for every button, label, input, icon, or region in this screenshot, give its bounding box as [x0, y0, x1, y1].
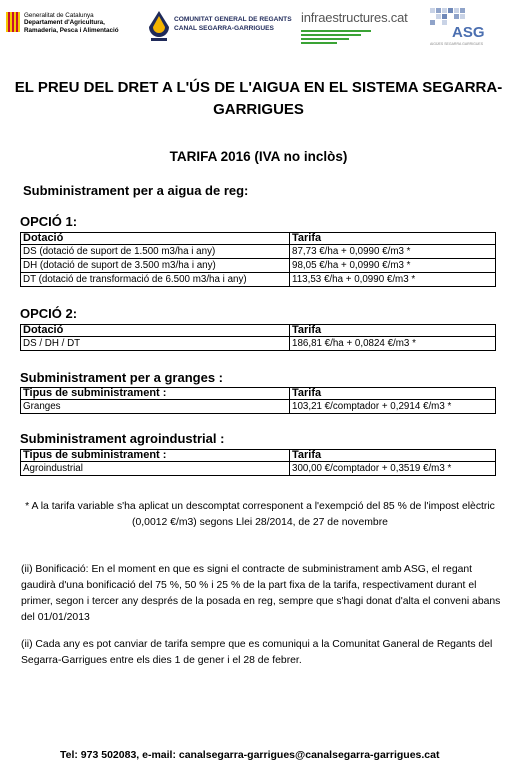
header-tarifa: Tarifa [290, 233, 496, 245]
infraestructures-text: infraestructures.cat [301, 10, 408, 25]
header-tarifa: Tarifa [290, 450, 496, 462]
cell-tipus: Granges [21, 400, 290, 414]
table-row [21, 245, 496, 259]
opcio1-heading: OPCIÓ 1: [20, 214, 78, 229]
water-drop-icon [148, 10, 170, 44]
cell-tarifa: 98,05 €/ha + 0,0990 €/m3 * [290, 259, 496, 273]
green-lines-icon [301, 30, 371, 46]
note-bonificacio [21, 562, 500, 626]
header-tarifa: Tarifa [290, 388, 496, 400]
generalitat-name: Generalitat de Catalunya [24, 12, 94, 19]
canal-name: CANAL SEGARRA-GARRIGUES [174, 24, 274, 32]
cell-tarifa: 87,73 €/ha + 0,0990 €/m3 * [290, 245, 496, 259]
asg-subtitle: AIGÜES SEGARRA GARRIGUES [430, 42, 484, 46]
note-line: Segarra-Garrigues entre els dies 1 de gener i el 28 de febrer. [21, 655, 302, 666]
note-star-line: * A la tarifa variable s'ha aplicat un descomptat corresponent a l'exempció del 85 % de l'impost elèctric [25, 501, 495, 512]
cell-tarifa: 300,00 €/comptador + 0,3519 €/m3 * [290, 462, 496, 476]
cell-tarifa: 186,81 €/ha + 0,0824 €/m3 * [290, 337, 496, 351]
granges-heading: Subministrament per a granges : [20, 370, 223, 385]
header-tipus: Tipus de subministrament : [21, 450, 290, 462]
opcio1-table [20, 232, 496, 287]
header-logos [0, 0, 517, 60]
table-row [21, 273, 496, 287]
cell-tarifa: 113,53 €/ha + 0,0990 €/m3 * [290, 273, 496, 287]
agro-table [20, 449, 496, 476]
header-tipus: Tipus de subministrament : [21, 388, 290, 400]
table-row [21, 462, 496, 476]
granges-table [20, 387, 496, 414]
table-row [21, 337, 496, 351]
asg-logo [430, 8, 510, 48]
comunitat-name: COMUNITAT GENERAL DE REGANTS [174, 16, 292, 23]
table-header-row [21, 325, 496, 337]
table-header-row [21, 388, 496, 400]
cell-dotacio: DS (dotació de suport de 1.500 m3/ha i any) [21, 245, 290, 259]
note-star-line: (0,0012 €/m3) segons Llei 28/2014, de 27 de novembre [132, 517, 388, 528]
cell-tipus: Agroindustrial [21, 462, 290, 476]
cell-tarifa: 103,21 €/comptador + 0,2914 €/m3 * [290, 400, 496, 414]
comunitat-regants-logo [148, 10, 298, 46]
note-line: primer, segon i tercer any després de la posada en reg, sempre que s'hagi donat d'alta el conveni abans [21, 596, 501, 607]
infraestructures-logo [301, 10, 421, 46]
generalitat-dept-2: Ramaderia, Pesca i Alimentació [24, 26, 119, 34]
opcio2-heading: OPCIÓ 2: [20, 306, 78, 321]
opcio2-table [20, 324, 496, 351]
footer-contact: Tel: 973 502083, e-mail: canalsegarra-garrigues@canalsegarra-garrigues.cat [60, 749, 440, 761]
reg-heading: Subministrament per a aigua de reg: [23, 183, 249, 198]
cell-dotacio: DS / DH / DT [21, 337, 290, 351]
note-line: (ii) Cada any es pot canviar de tarifa sempre que es comuniqui a la Comunitat Ganeral de Regants del [21, 639, 493, 650]
table-row [21, 400, 496, 414]
asg-text: ASG [452, 24, 485, 41]
agro-heading: Subministrament agroindustrial : [20, 431, 225, 446]
cell-dotacio: DH (dotació de suport de 3.500 m3/ha i any) [21, 259, 290, 273]
note-line: (ii) Bonificació: En el moment en que es signi el contracte de subministrament amb ASG, el regant [21, 564, 473, 575]
cell-dotacio: DT (dotació de transformació de 6.500 m3/ha i any) [21, 273, 290, 287]
tarifa-heading: TARIFA 2016 (IVA no inclòs) [169, 149, 348, 164]
table-row [21, 259, 496, 273]
header-dotacio: Dotació [21, 233, 290, 245]
table-header-row [21, 233, 496, 245]
header-dotacio: Dotació [21, 325, 290, 337]
table-header-row [21, 450, 496, 462]
generalitat-dept: Departament d'Agricultura, [24, 19, 105, 27]
generalitat-logo [6, 10, 146, 46]
page-title: EL PREU DEL DRET A L'ÚS DE L'AIGUA EN EL SISTEMA SEGARRA-GARRIGUES [14, 79, 503, 118]
note-canvi-tarifa [21, 637, 492, 669]
note-line: gaudirà d'una bonificació del 75 %, 50 % i 25 % de la part fixa de la tarifa, respectivament durant el [21, 580, 477, 591]
note-star [20, 499, 500, 531]
header-tarifa: Tarifa [290, 325, 496, 337]
note-line: del 01/01/2013 [21, 612, 90, 623]
